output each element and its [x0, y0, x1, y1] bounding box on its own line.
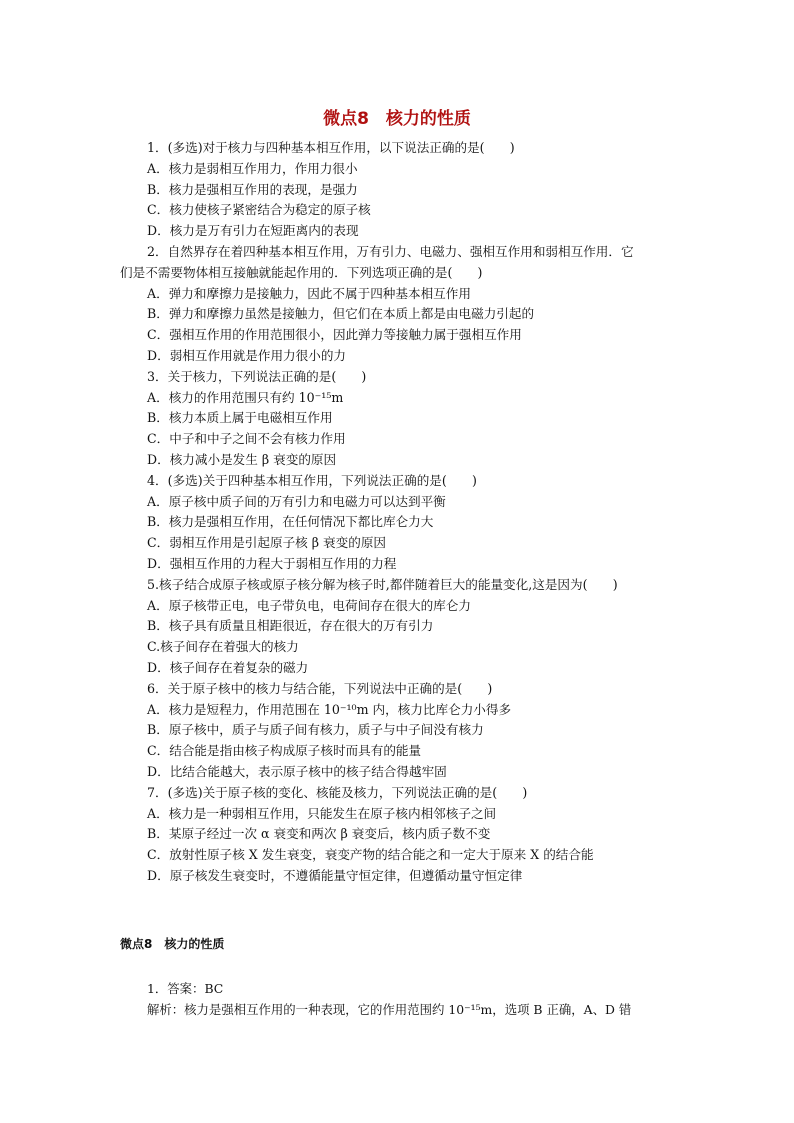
question-5-option-D: D．核子间存在着复杂的磁力: [147, 660, 309, 675]
question-7-option-C: C．放射性原子核 X 发生衰变，衰变产物的结合能之和一定大于原来 X 的结合能: [147, 847, 594, 863]
question-4-option-D: D．强相互作用的力程大于弱相互作用的力程: [147, 556, 397, 571]
question-2-stem-continued: 们是不需要物体相互接触就能起作用的．下列选项正确的是( ): [120, 264, 483, 280]
question-1-option-B: B．核力是强相互作用的表现，是强力: [147, 181, 358, 197]
analysis-1: 解析：核力是强相互作用的一种表现，它的作用范围约 10⁻¹⁵m，选项 B 正确，A、D 错: [147, 1002, 632, 1017]
question-5-option-B: B．核子具有质量且相距很近，存在很大的万有引力: [147, 618, 434, 634]
question-6-option-A: A．核力是短程力，作用范围在 10⁻¹⁰m 内，核力比库仑力小得多: [147, 701, 512, 717]
question-2-option-D: D．弱相互作用就是作用力很小的力: [147, 348, 347, 363]
question-1-option-D: D．核力是万有引力在短距离内的表现: [147, 223, 359, 239]
answer-section-title: 微点8 核力的性质: [120, 937, 225, 951]
question-6-option-D: D．比结合能越大，表示原子核中的核子结合得越牢固: [147, 764, 447, 779]
question-2-option-C: C．强相互作用的作用范围很小，因此弹力等接触力属于强相互作用: [147, 327, 522, 343]
page-title: 微点8 核力的性质: [323, 109, 471, 129]
question-3-option-B: B．核力本质上属于电磁相互作用: [147, 410, 333, 426]
question-2-option-A: A．弹力和摩擦力是接触力，因此不属于四种基本相互作用: [147, 285, 471, 301]
question-7-option-A: A．核力是一种弱相互作用，只能发生在原子核内相邻核子之间: [147, 805, 497, 821]
question-6-stem: 6．关于原子核中的核力与结合能，下列说法中正确的是( ): [147, 680, 493, 696]
question-3-option-C: C．中子和中子之间不会有核力作用: [147, 431, 346, 447]
question-6-option-B: B．原子核中，质子与质子间有核力，质子与中子间没有核力: [147, 722, 484, 738]
question-1-option-A: A．核力是弱相互作用力，作用力很小: [147, 160, 358, 176]
question-4-option-B: B．核力是强相互作用，在任何情况下都比库仑力大: [147, 514, 434, 530]
question-3-option-D: D．核力减小是发生 β 衰变的原因: [147, 452, 337, 467]
question-7-option-D: D．原子核发生衰变时，不遵循能量守恒定律，但遵循动量守恒定律: [147, 868, 523, 883]
question-4-option-C: C．弱相互作用是引起原子核 β 衰变的原因: [147, 535, 387, 551]
question-4-stem: 4．(多选)关于四种基本相互作用，下列说法正确的是( ): [147, 472, 477, 488]
question-6-option-C: C．结合能是指由核子构成原子核时而具有的能量: [147, 743, 422, 759]
question-3-stem: 3．关于核力，下列说法正确的是( ): [147, 368, 367, 384]
question-5-stem: 5.核子结合成原子核或原子核分解为核子时,都伴随着巨大的能量变化,这是因为( ): [147, 576, 618, 592]
question-2-option-B: B．弹力和摩擦力虽然是接触力，但它们在本质上都是由电磁力引起的: [147, 306, 535, 322]
question-5-option-A: A．原子核带正电，电子带负电，电荷间存在很大的库仑力: [147, 597, 471, 613]
question-7-option-B: B．某原子经过一次 α 衰变和两次 β 衰变后，核内质子数不变: [147, 826, 491, 842]
question-2-stem: 2．自然界存在着四种基本相互作用，万有引力、电磁力、强相互作用和弱相互作用．它: [147, 244, 634, 259]
question-1-option-C: C．核力使核子紧密结合为稳定的原子核: [147, 202, 371, 218]
question-3-option-A: A．核力的作用范围只有约 10⁻¹⁵m: [147, 389, 344, 405]
answer-1: 1．答案：BC: [147, 981, 224, 996]
question-4-option-A: A．原子核中质子间的万有引力和电磁力可以达到平衡: [147, 493, 446, 509]
question-7-stem: 7．(多选)关于原子核的变化、核能及核力，下列说法正确的是( ): [147, 784, 528, 800]
question-1-stem: 1．(多选)对于核力与四种基本相互作用，以下说法正确的是( ): [147, 140, 515, 155]
question-5-option-C: C.核子间存在着强大的核力: [147, 639, 299, 655]
